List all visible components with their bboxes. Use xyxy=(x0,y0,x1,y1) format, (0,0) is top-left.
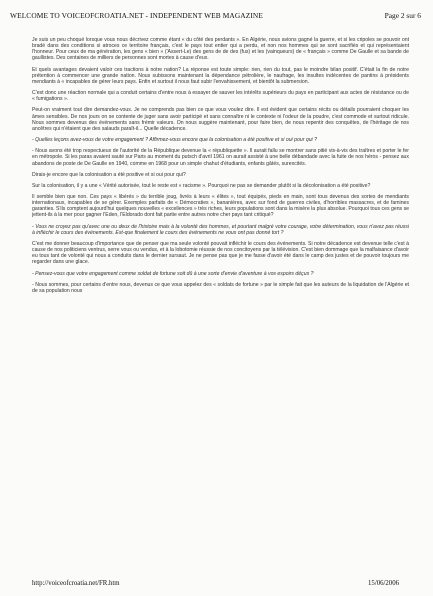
footer-url[interactable]: http://voiceofcroatia.net/FR.htm xyxy=(32,580,120,587)
body-paragraph: Sur la colonisation, il y a une « Vérité autorisée, tout le reste est « racisme ». Pourquoi ne pas se demander plutôt si la décolonisation a été positive? xyxy=(32,182,371,189)
article-body xyxy=(32,37,409,571)
body-paragraph: Et quels avantages devaient valoir ces tractions à notre nation? La réponse est toute simple: rien, rien du tout, pas le moindre bilan positif. C'était la fin de notre prétention à commencer une grande nation. Nous subissons maintenant la dépendance pétrolière, le naufrage, les insultes indécentes de pantins à présidents mendiants à « incapables de gérer leurs pays. Enfin et surtout il nous faut subir l'envahissement, et bientôt la submersion. xyxy=(32,66,409,85)
body-paragraph: Dirais-je encore que la colonisation a été positive et si oui pour qui? xyxy=(32,171,186,178)
page-header-title: WELCOME TO VOICEOFCROATIA.NET - INDEPENDENT WEB MAGAZINE xyxy=(10,11,263,20)
body-paragraph: Peut-on vraiment tout dire demandez-vous. Je ne comprends pas bien ce que vous voulez dire. Il est évident que certains récits ou détails pourraient choquer les âmes sensibles. De nos jours on se contente de juger sans avoir participé et sans connaître ni le contexte ni l'odeur de la poudre, c'est commode et surtout ridicule. Nous sommes devenus des événements sans frémir valeurs. On nous suggère maintenant, pour faire bien, de nous repentir des conquêtes, de l'héritage de nos ancêtres qui n'étaient que des salauds paraît-il... Quelle décadence. xyxy=(32,107,409,132)
body-paragraph: C'est donc une réaction normale qui a conduit certains d'entre nous à essayer de sauver les intérêts supérieurs du pays en participant aux actes de résistance ou de « fumigations ». xyxy=(32,90,409,103)
question-paragraph: - Vous ne croyez pas qu'avec une ou deux de l'histoire mais à la volonté des hommes, et pourtant malgré votre courage, votre détermination, vous n'avez pas réussi à infléchir le cours des événements. Est-que finalement le cours des événements ne vous ont pas donné tort ? xyxy=(32,223,409,236)
body-paragraph: C'est me donner beaucoup d'importance que de penser que ma seule volonté pouvait infléchir le cours des événements. Si notre décadence est devenue telle c'est à cause de nos politiciens ventrus, serre vous ou vendus, et à la lobotomie réussie de nos concitoyens par la télévision. C'est bien dommage que la malfaisance d'avoir eu tous tant de volonté qui nous a conduits dans le dernier sursaut. Je ne pense pas que je me fasse d'avoir été dans le camp des justes et de pouvoir toujours me regarder dans une glace. xyxy=(32,240,409,266)
question-paragraph: - Pensez-vous que votre engagement comme soldat de fortune soit dû à une sorte d'envie d'aventure à vos espoirs déçus ? xyxy=(32,270,314,277)
footer-date: 15/06/2006 xyxy=(368,580,399,587)
body-paragraph: Je suis un peu choqué lorsque vous nous décrivez comme étant « du côté des perdants ». En Algérie, nous avions gagné la guerre, et si les cripoles se pouvoir ont bradé dans des conditions si atroces ce territoire français, c'est le pays tout entier qui a perdu, et non nos hommes qui se sont sacrifiés et qui représentaient l'honneur. Pour ceux de ma génération, les gens « bien » ('Assert-Le) des gens de de des (fus) et les (vainqueurs) de « français » comme De Gaulle et sa bande de gaullistes. Des centaines de milliers de personnes sont mortes à cause d'eux. xyxy=(32,37,409,62)
body-paragraph: - Nous avons été trop respectueux de l'autorité de la République devenue la « républiquette ». Il aurait fallu se montrer sans pitié vis-à-vis des traîtres et porter le fer en métropole. Si les paras avaient sauté sur Paris au moment du putsch d'avril 1961 on aurait assisté à une belle débandade avec la fuite de nos héros - pensez aux abandons de poste de De Gaulle en 1940, comme en 1968 pour un simple chahut d'étudiants, enfants gâtés, surexcités. xyxy=(32,148,409,167)
page-number: Page 2 sur 6 xyxy=(384,11,421,20)
body-paragraph: - Nous sommes, pour certains d'entre nous, devenus ce que vous appelez des « soldats de fortune » par le simple fait que les auteurs de la liquidation de l'Algérie et de sa population nous xyxy=(32,281,409,294)
body-paragraph: Il semble bien que non. Ces pays « libérés » du terrible joug, livrés à leurs « élites », tout équipés, pieds en main, sont tous devenus des sortes de mendiants internationaux, incapables de se gérer. Exemples parfaits de « Démocraties », bananières, avec sur fond de guerres civiles, d'horribles massacres, et de famines garanties. S'ils comptent aujourd'hui quelques nouvelles « excellences » très riches, leurs populations sont dans la misère la plus absolue. Pourquoi tous ces gens se jettent-ils à la mer pour gagner l'Eden, l'Eldorado dont fait partie entre autres notre cher pays tant critiqué? xyxy=(32,193,409,219)
question-paragraph: - Quelles leçons avez-vous de votre engagement ? Affirmez-vous encore que la colonisation a été positive et si oui pour qui ? xyxy=(32,137,317,144)
